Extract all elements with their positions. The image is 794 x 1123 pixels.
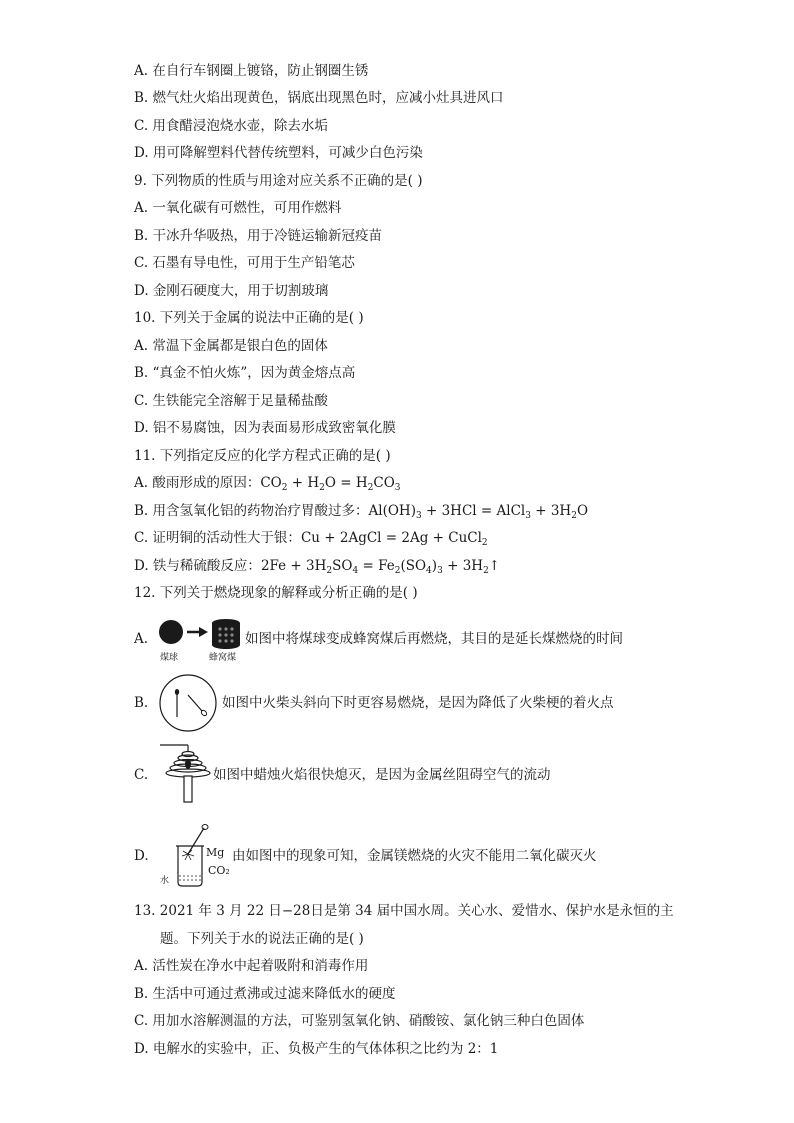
q8-option-c: C. 用食醋浸泡烧水壶，除去水垢 xyxy=(134,118,328,134)
q10-stem: 10. 下列关于金属的说法中正确的是( ) xyxy=(134,310,364,326)
q11-b-label: B. 用含氢氧化铝的药物治疗胃酸过多： xyxy=(134,503,369,519)
q13-stem-line2: 题。下列关于水的说法正确的是( ) xyxy=(160,931,364,947)
q11-b-equation: $Al(OH)_3 + 3HCl$ = AlCl$_3$ + $3H_2O$ xyxy=(368,503,589,521)
q11-option-b xyxy=(134,502,588,525)
q12-c-letter: C. xyxy=(134,767,149,783)
q11-c-label: C. 证明铜的活动性大于银： xyxy=(134,530,301,546)
q12-b-letter: B. xyxy=(134,695,149,711)
mg-label: Mg xyxy=(206,846,225,859)
q9-option-c: C. 石墨有导电性，可用于生产铅笔芯 xyxy=(134,255,355,271)
coal-ball-caption: 煤球 xyxy=(160,653,179,663)
q12-a-text: 如图中将煤球变成蜂窝煤后再燃烧，其目的是延长煤燃烧的时间 xyxy=(245,631,623,647)
q13-option-c: C. 用加水溶解测温的方法，可鉴别氢氧化钠、硝酸铵、氯化钠三种白色固体 xyxy=(134,1013,585,1029)
q13-stem-line1: 13. 2021 年 3 月 22 日−28日是第 34 届中国水周。关心水、爱惜水、保护水是永恒的主 xyxy=(134,903,674,919)
co2-label: CO₂ xyxy=(208,864,230,877)
q11-option-c xyxy=(134,529,488,552)
q11-d-label: D. 铁与稀硫酸反应： xyxy=(134,558,261,574)
q9-option-d: D. 金刚石硬度大，用于切割玻璃 xyxy=(134,283,329,299)
q12-d-text: 由如图中的现象可知，金属镁燃烧的火灾不能用二氧化碳灭火 xyxy=(232,848,597,864)
q9-option-a: A. 一氧化碳有可燃性，可用作燃料 xyxy=(134,200,342,216)
q11-c-equation: Cu + 2AgCl = 2Ag + CuCl$_2$ xyxy=(300,530,488,548)
q10-option-a: A. 常温下金属都是银白色的固体 xyxy=(134,338,328,354)
q8-option-a: A. 在自行车钢圈上镀铬，防止钢圈生锈 xyxy=(134,63,369,79)
candle-coil-figure xyxy=(158,742,212,806)
q11-a-equation: $CO_2 + H_2O = H_2CO_3$ xyxy=(260,475,401,493)
q13-option-a: A. 活性炭在净水中起着吸附和消毒作用 xyxy=(134,958,369,974)
match-figure xyxy=(158,673,220,733)
honeycomb-coal-caption: 蜂窝煤 xyxy=(209,653,237,663)
q12-a-letter: A. xyxy=(134,631,149,647)
q9-stem: 9. 下列物质的性质与用途对应关系不正确的是( ) xyxy=(134,173,423,189)
q11-a-label: A. 酸雨形成的原因： xyxy=(134,475,261,491)
q8-option-d: D. 用可降解塑料代替传统塑料，可减少白色污染 xyxy=(134,145,423,161)
q13-option-d: D. 电解水的实验中，正、负极产生的气体体积之比约为 2：1 xyxy=(134,1041,499,1057)
q10-option-b: B. “真金不怕火炼”，因为黄金熔点高 xyxy=(134,365,356,381)
q13-option-b: B. 生活中可通过煮沸或过滤来降低水的硬度 xyxy=(134,986,396,1002)
q12-c-text: 如图中蜡烛火焰很快熄灭，是因为金属丝阻碍空气的流动 xyxy=(213,767,551,783)
q11-d-equation: $2Fe + 3H_2SO_4 = Fe_2(SO_4)_3$ + $3H_2↑$ xyxy=(260,558,501,576)
q11-option-a xyxy=(134,474,401,497)
q10-option-c: C. 生铁能完全溶解于足量稀盐酸 xyxy=(134,393,328,409)
q9-option-b: B. 干冰升华吸热，用于冷链运输新冠疫苗 xyxy=(134,228,383,244)
q8-option-b: B. 燃气灶火焰出现黄色，锅底出现黑色时，应减小灶具进风口 xyxy=(134,90,504,106)
q10-option-d: D. 铝不易腐蚀，因为表面易形成致密氧化膜 xyxy=(134,420,396,436)
q11-option-d xyxy=(134,557,500,580)
q12-d-letter: D. xyxy=(134,848,149,864)
water-label: 水 xyxy=(160,876,170,886)
q12-b-text: 如图中火柴头斜向下时更容易燃烧，是因为降低了火柴梗的着火点 xyxy=(222,695,614,711)
q11-stem: 11. 下列指定反应的化学方程式正确的是( ) xyxy=(134,448,391,464)
q12-stem: 12. 下列关于燃烧现象的解释或分析正确的是( ) xyxy=(134,585,418,601)
